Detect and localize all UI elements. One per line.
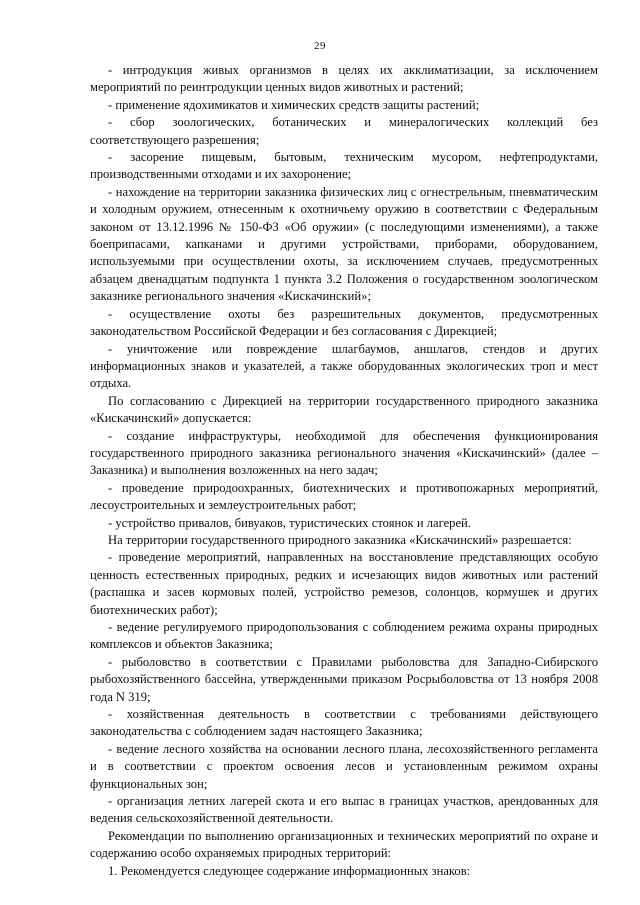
paragraph: 1. Рекомендуется следующее содержание информационных знаков: <box>108 863 471 878</box>
paragraph: - организация летних лагерей скота и его выпас в границах участков, арендованных для ведения сельскохозяйственной деятельности. <box>90 794 598 826</box>
paragraph: Рекомендации по выполнению организационных и технических мероприятий по охране и содержанию особо охраняемых природных территорий: <box>90 828 598 861</box>
paragraph: - создание инфраструктуры, необходимой для обеспечения функционирования государственного природного заказника регионального значения «Кискачинский» (далее – Заказника) и выполнения возложенных на него задач; <box>90 428 598 478</box>
page-number: 29 <box>314 40 326 52</box>
paragraph: - нахождение на территории заказника физических лиц с огнестрельным, пневматическим и холодным оружием, отнесенным к охотничьему оружию в соответствии с Федеральным законом от 13.12.1996 № 150-ФЗ «Об оружии» (с последующими изменениями), а также боеприпасами, капканами и другими устройствами, приборами, оборудованием, используемыми при осуществлении охоты, за исключением случаев, предусмотренных абзацем двенадцатым подпункта 1 пункта 3.2 Положения о государственном зоологическом заказнике регионального значения «Кискачинский»; <box>90 184 598 304</box>
paragraph: По согласованию с Дирекцией на территории государственного природного заказника «Кискачинский» допускается: <box>90 393 598 426</box>
paragraph: - хозяйственная деятельность в соответствии с требованиями действующего законодательства с соблюдением задач настоящего Заказника; <box>90 707 598 739</box>
paragraph: - интродукция живых организмов в целях их акклиматизации, за исключением мероприятий по реинтродукции ценных видов животных и растений; <box>90 63 598 95</box>
paragraph: - устройство привалов, бивуаков, туристических стоянок и лагерей. <box>108 515 471 530</box>
paragraph: - ведение лесного хозяйства на основании лесного плана, лесохозяйственного регламента и в соответствии с проектом освоения лесов и установленным режимом охраны функциональных зон; <box>90 741 598 791</box>
paragraph: - проведение природоохранных, биотехнических и противопожарных мероприятий, лесоустроительных и землеустроительных работ; <box>90 480 598 513</box>
paragraph: - проведение мероприятий, направленных на восстановление представляющих особую ценность естественных природных, редких и исчезающих видов животных или растений (распашка и засев кормовых полей, устройство ремезов, солонцов, кормушек и других биотехнических работ); <box>90 550 598 617</box>
paragraph: - осуществление охоты без разрешительных документов, предусмотренных законодательством Российской Федерации и без согласования с Дирекцией; <box>90 306 598 339</box>
paragraph: - ведение регулируемого природопользования с соблюдением режима охраны природных комплексов и объектов Заказника; <box>90 620 598 652</box>
paragraph: - уничтожение или повреждение шлагбаумов, аншлагов, стендов и других информационных знаков и указателей, а также оборудованных экологических троп и мест отдыха. <box>90 341 598 391</box>
paragraph: На территории государственного природного заказника «Кискачинский» разрешается: <box>108 532 572 547</box>
document-body <box>90 62 598 880</box>
paragraph: - рыболовство в соответствии с Правилами рыболовства для Западно-Сибирского рыбохозяйственного бассейна, утвержденными приказом Росрыболовства от 13 ноября 2008 года N 319; <box>90 654 598 704</box>
paragraph: - применение ядохимикатов и химических средств защиты растений; <box>108 97 480 112</box>
paragraph: - засорение пищевым, бытовым, техническим мусором, нефтепродуктами, производственными отходами и их захоронение; <box>90 150 598 182</box>
paragraph: - сбор зоологических, ботанических и минералогических коллекций без соответствующего разрешения; <box>90 115 598 147</box>
